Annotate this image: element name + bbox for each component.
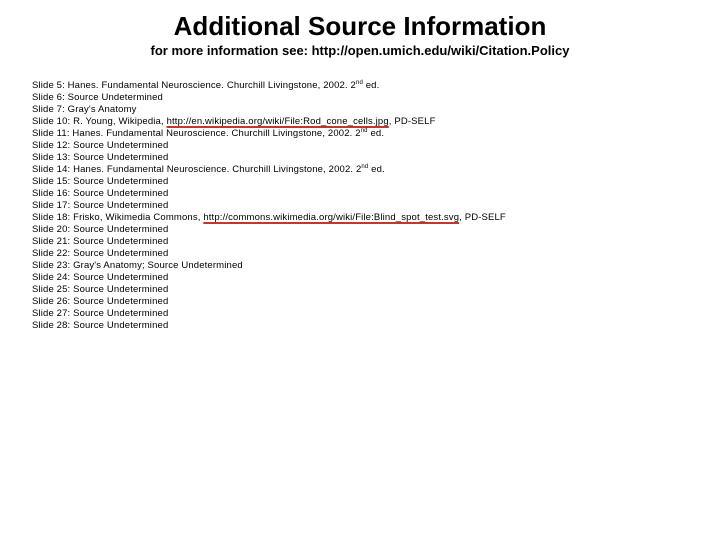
source-line: Slide 10: R. Young, Wikipedia, http://en.wikipedia.org/wiki/File:Rod_cone_cells.jpg, PD-SELF [32, 116, 436, 127]
source-line: Slide 27: Source Undetermined [32, 308, 169, 319]
source-line: Slide 16: Source Undetermined [32, 188, 169, 199]
source-line: Slide 24: Source Undetermined [32, 272, 169, 283]
source-line: Slide 6: Source Undetermined [32, 92, 163, 103]
source-line: Slide 14: Hanes. Fundamental Neuroscience. Churchill Livingstone, 2002. 2nd ed. [32, 164, 385, 175]
source-line: Slide 22: Source Undetermined [32, 248, 169, 259]
source-line: Slide 12: Source Undetermined [32, 140, 169, 151]
source-line: Slide 23: Gray's Anatomy; Source Undetermined [32, 260, 243, 271]
source-line: Slide 26: Source Undetermined [32, 296, 169, 307]
source-line: Slide 17: Source Undetermined [32, 200, 169, 211]
source-link[interactable]: http://commons.wikimedia.org/wiki/File:Blind_spot_test.svg [203, 212, 460, 223]
source-line: Slide 28: Source Undetermined [32, 320, 169, 331]
source-line: Slide 20: Source Undetermined [32, 224, 169, 235]
source-line: Slide 15: Source Undetermined [32, 176, 169, 187]
source-line: Slide 13: Source Undetermined [32, 152, 169, 163]
page-title: Additional Source Information [173, 11, 547, 41]
source-line: Slide 25: Source Undetermined [32, 284, 169, 295]
source-link[interactable]: http://en.wikipedia.org/wiki/File:Rod_cone_cells.jpg [166, 116, 389, 127]
page-subtitle: for more information see: http://open.umich.edu/wiki/Citation.Policy [150, 43, 570, 58]
source-list [32, 80, 712, 332]
source-line: Slide 21: Source Undetermined [32, 236, 169, 247]
source-line: Slide 7: Gray's Anatomy [32, 104, 137, 115]
source-line: Slide 18: Frisko, Wikimedia Commons, http://commons.wikimedia.org/wiki/File:Blind_spot_test.svg, PD-SELF [32, 212, 506, 223]
source-line: Slide 11: Hanes. Fundamental Neuroscience. Churchill Livingstone, 2002. 2nd ed. [32, 128, 385, 139]
source-line: Slide 5: Hanes. Fundamental Neuroscience. Churchill Livingstone, 2002. 2nd ed. [32, 80, 380, 91]
